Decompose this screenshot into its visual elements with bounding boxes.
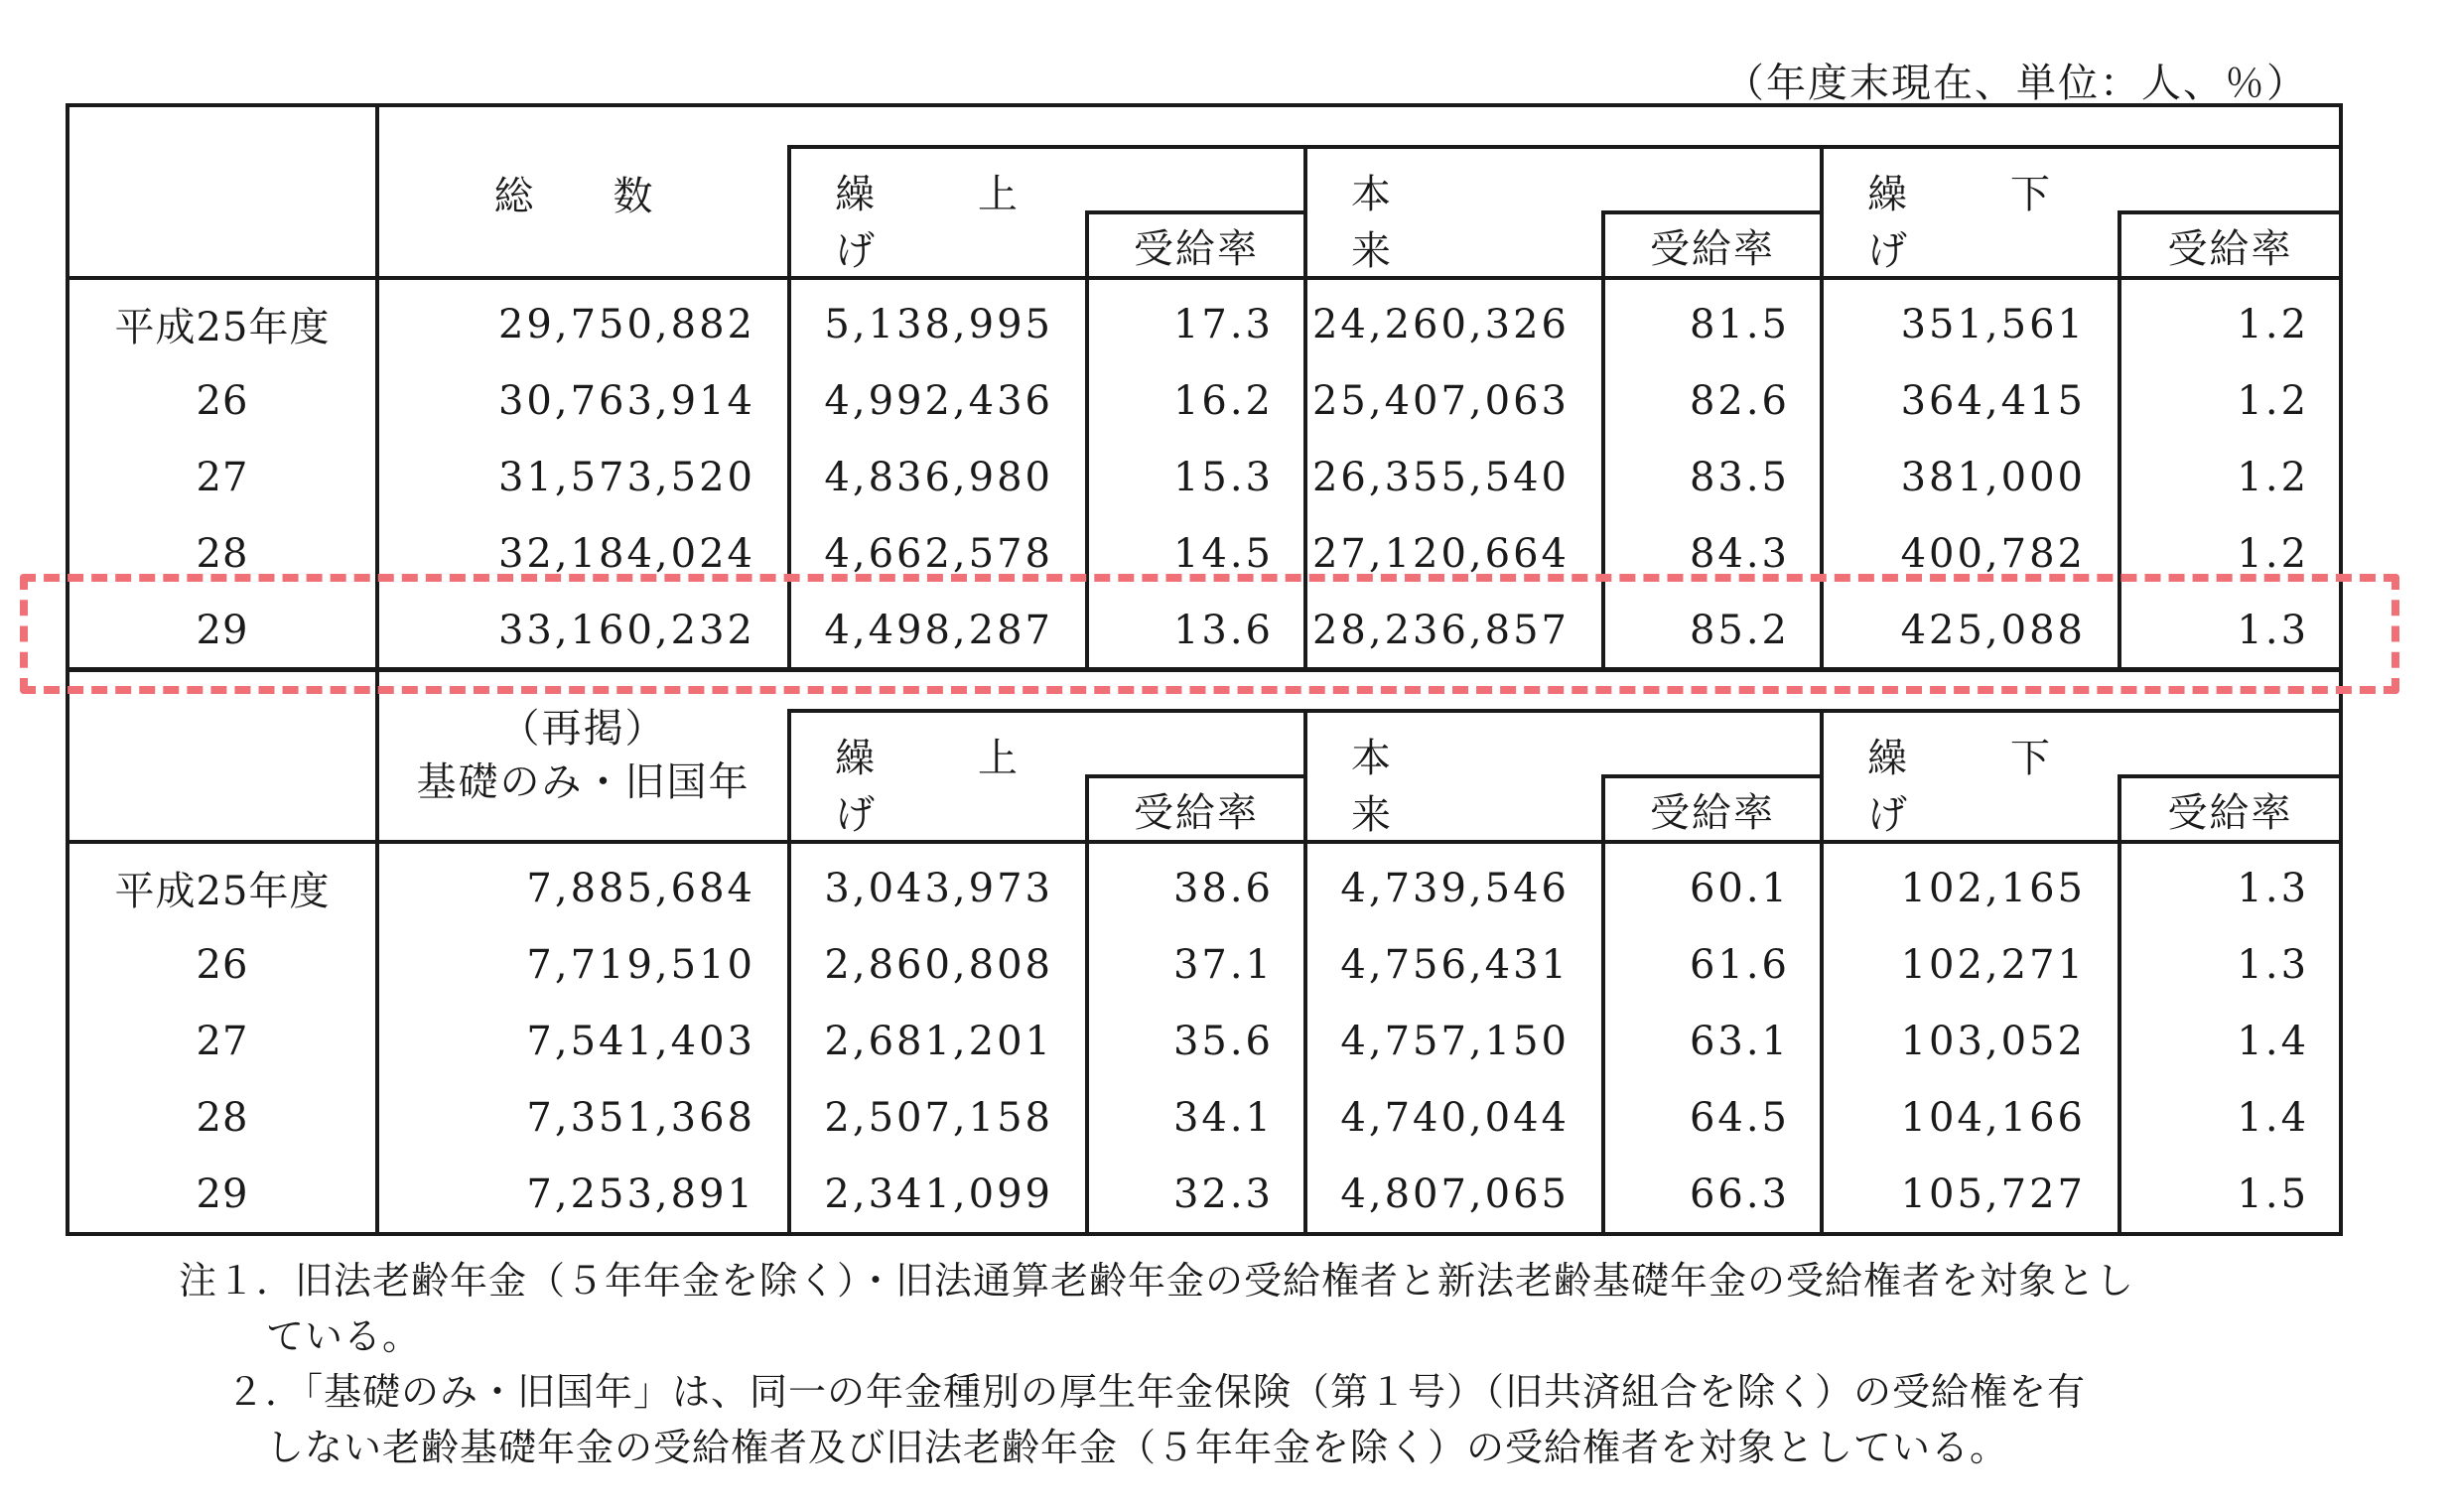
group-header-normal: 本 来 [1305,711,1603,842]
early-cell: 2,341,099 [789,1156,1087,1234]
deferred-rate-cell: 1.2 [2119,439,2341,515]
deferred-rate-cell: 1.3 [2119,926,2341,1003]
group-header-deferred: 繰 下 げ [1822,147,2119,278]
normal-rate-cell: 60.1 [1603,842,1822,926]
early-cell: 2,681,201 [789,1003,1087,1079]
deferred-cell: 102,271 [1822,926,2119,1003]
year-label: 29 [196,607,249,653]
table-row [68,362,2341,439]
footnotes [179,1253,2303,1475]
early-cell: 2,507,158 [789,1079,1087,1156]
normal-cell: 4,757,150 [1305,1003,1603,1079]
table-row [68,842,2341,926]
early-rate-cell: 38.6 [1087,842,1305,926]
total-cell: 30,763,914 [377,362,789,439]
normal-rate-cell: 81.5 [1603,278,1822,362]
early-cell: 4,836,980 [789,439,1087,515]
table-row [68,439,2341,515]
early-cell: 4,662,578 [789,515,1087,592]
deferred-cell: 105,727 [1822,1156,2119,1234]
deferred-rate-cell: 1.5 [2119,1156,2341,1234]
year-label: 平成25年度 [68,842,377,926]
rate-header-deferred: 受給率 [2119,776,2341,842]
total-cell: 7,541,403 [377,1003,789,1079]
corner-cell [68,669,377,842]
note-2-line-1: ２．「基礎のみ・旧国年」は、同一の年金種別の厚生年金保険（第１号）（旧共済組合を除く）の受給権を有 [226,1370,2087,1414]
rate-header-early: 受給率 [1087,212,1305,278]
early-cell: 3,043,973 [789,842,1087,926]
early-rate-cell: 16.2 [1087,362,1305,439]
group-header-normal: 本 来 [1305,147,1603,278]
normal-cell: 28,236,857 [1305,592,1603,670]
basic-only-header [377,669,789,842]
deferred-rate-cell: 1.2 [2119,515,2341,592]
early-rate-cell: 13.6 [1087,592,1305,670]
year-label: 28 [196,530,249,577]
reprint-label: （再掲） [499,706,667,752]
total-cell: 33,160,232 [377,592,789,670]
rate-header-normal: 受給率 [1603,776,1822,842]
table-row-highlighted [68,592,2341,670]
early-rate-cell: 15.3 [1087,439,1305,515]
group-header-early: 繰 上 げ [789,711,1087,842]
normal-cell: 4,756,431 [1305,926,1603,1003]
total-header: 総 数 [377,105,789,278]
total-cell: 29,750,882 [377,278,789,362]
table-row [68,1079,2341,1156]
rate-header-deferred: 受給率 [2119,212,2341,278]
early-cell: 4,992,436 [789,362,1087,439]
normal-rate-cell: 63.1 [1603,1003,1822,1079]
normal-cell: 24,260,326 [1305,278,1603,362]
deferred-cell: 425,088 [1822,592,2119,670]
total-cell: 32,184,024 [377,515,789,592]
total-cell: 31,573,520 [377,439,789,515]
normal-cell: 25,407,063 [1305,362,1603,439]
note-1-line-1: 注１．旧法老齢年金（５年年金を除く）・旧法通算老齢年金の受給権者と新法老齢基礎年金の受給権者を対象とし [179,1259,2135,1303]
deferred-cell: 104,166 [1822,1079,2119,1156]
total-cell: 7,885,684 [377,842,789,926]
early-rate-cell: 37.1 [1087,926,1305,1003]
year-label: 29 [196,1170,249,1217]
deferred-cell: 381,000 [1822,439,2119,515]
early-rate-cell: 34.1 [1087,1079,1305,1156]
early-cell: 5,138,995 [789,278,1087,362]
early-rate-cell: 32.3 [1087,1156,1305,1234]
table-row [68,278,2341,362]
deferred-rate-cell: 1.4 [2119,1079,2341,1156]
rate-header-early: 受給率 [1087,776,1305,842]
deferred-cell: 102,165 [1822,842,2119,926]
normal-rate-cell: 61.6 [1603,926,1822,1003]
year-label: 27 [196,1018,249,1064]
deferred-rate-cell: 1.3 [2119,592,2341,670]
normal-cell: 4,739,546 [1305,842,1603,926]
normal-rate-cell: 82.6 [1603,362,1822,439]
normal-cell: 4,740,044 [1305,1079,1603,1156]
early-cell: 4,498,287 [789,592,1087,670]
normal-rate-cell: 83.5 [1603,439,1822,515]
early-rate-cell: 14.5 [1087,515,1305,592]
deferred-rate-cell: 1.2 [2119,362,2341,439]
note-1-line-2: ている。 [266,1314,422,1358]
basic-only-label: 基礎のみ・旧国年 [416,759,751,805]
table-row [68,1156,2341,1234]
normal-cell: 27,120,664 [1305,515,1603,592]
unit-note: （年度末現在、単位：人、％） [1724,61,2308,106]
normal-rate-cell: 66.3 [1603,1156,1822,1234]
deferred-rate-cell: 1.2 [2119,278,2341,362]
corner-cell [68,105,377,278]
deferred-cell: 400,782 [1822,515,2119,592]
year-label: 26 [196,941,249,988]
table-row [68,515,2341,592]
deferred-rate-cell: 1.3 [2119,842,2341,926]
normal-rate-cell: 64.5 [1603,1079,1822,1156]
table-row [68,1003,2341,1079]
year-label: 26 [196,377,249,424]
normal-cell: 26,355,540 [1305,439,1603,515]
early-rate-cell: 17.3 [1087,278,1305,362]
year-label: 平成25年度 [68,278,377,362]
normal-cell: 4,807,065 [1305,1156,1603,1234]
pension-table-basic-only [66,667,2343,1236]
total-cell: 7,351,368 [377,1079,789,1156]
total-cell: 7,719,510 [377,926,789,1003]
deferred-cell: 364,415 [1822,362,2119,439]
year-label: 27 [196,454,249,500]
group-header-deferred: 繰 下 げ [1822,711,2119,842]
table1-body [68,278,2341,670]
total-cell: 7,253,891 [377,1156,789,1234]
group-header-early: 繰 上 げ [789,147,1087,278]
pension-table-total [66,103,2343,672]
note-2-line-2: しない老齢基礎年金の受給権者及び旧法老齢年金（５年年金を除く）の受給権者を対象としている。 [266,1426,2009,1469]
deferred-cell: 351,561 [1822,278,2119,362]
year-label: 28 [196,1094,249,1141]
deferred-cell: 103,052 [1822,1003,2119,1079]
deferred-rate-cell: 1.4 [2119,1003,2341,1079]
table-row [68,926,2341,1003]
normal-rate-cell: 85.2 [1603,592,1822,670]
early-cell: 2,860,808 [789,926,1087,1003]
early-rate-cell: 35.6 [1087,1003,1305,1079]
rate-header-normal: 受給率 [1603,212,1822,278]
table2-body [68,842,2341,1234]
normal-rate-cell: 84.3 [1603,515,1822,592]
